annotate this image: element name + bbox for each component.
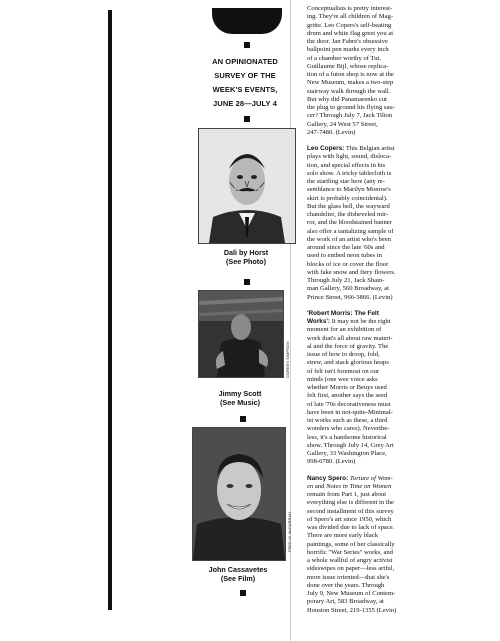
section-tab [212, 8, 282, 34]
caption-line: (See Film) [220, 574, 256, 583]
text-line: chandelier, the disheveled mir- [307, 211, 389, 218]
text-line: al and the force of gravity. The [307, 342, 389, 350]
text-line: more issue oriented—that she's [307, 573, 390, 581]
text-line: moment for an exhibition of [307, 326, 382, 334]
work-title: Notes in Time on Women [326, 482, 392, 490]
text-line: also offer a tantalizing sample of [307, 227, 394, 235]
photo-credit: COREEN SIMPSON [285, 341, 290, 378]
margin-rule [108, 10, 112, 610]
text-line: Prince Street, 966-3866. (Levin) [307, 293, 393, 301]
text-line: was divided due to lack of space. [307, 524, 395, 531]
intro-line: WEEK'S EVENTS, [212, 85, 278, 94]
text-line: have been in not-quite-Minimal- [307, 408, 393, 416]
dali-caption [196, 248, 296, 266]
portrait-photo-icon [199, 291, 283, 377]
text-line: But why did Panamarenko cut [307, 95, 387, 103]
intro-line: AN OPINIONATED [212, 57, 278, 66]
entry-leo-copers [307, 145, 419, 302]
text-line: work that's all about raw materi- [307, 334, 393, 342]
bullet-mark [244, 42, 250, 48]
text-line: gritte. Leo Copers's self-beating [307, 21, 392, 29]
portrait-photo-icon [199, 129, 295, 243]
text-line: New Museum, makes a two-step [307, 79, 394, 87]
text-line: horrific "War Series" works, and [307, 548, 393, 556]
entry-continued [307, 5, 419, 137]
text-line: July 9, New Museum of Contem- [307, 590, 396, 597]
bullet-mark [244, 116, 250, 122]
text-line: blocks of ice or cover the floor [307, 260, 389, 268]
intro-block [190, 55, 300, 111]
text-line: plays with light, sound, disloca- [307, 153, 392, 161]
intro-line: SURVEY OF THE [214, 71, 276, 80]
text-line: Gallery, 33 Washington Place, [307, 450, 387, 457]
text-run: This Belgian artist [344, 145, 395, 152]
text-line: man Gallery, 560 Broadway, at [307, 285, 389, 293]
text-line: Guillaume Bijl, whose replica- [307, 62, 389, 70]
work-title: en [307, 482, 314, 490]
text-line: with fake snow and fiery flowers. [307, 268, 396, 276]
text-line: whether Morris or Beuys used [307, 384, 387, 391]
text-line: felt first, another says the seed [307, 392, 388, 400]
text-line: of late '70s decorativeness must [307, 400, 391, 408]
bullet-mark [240, 590, 246, 596]
jimmy-scott-photo [198, 290, 284, 378]
entry-robert-morris [307, 310, 419, 467]
text-line: porary Art, 583 Broadway, at [307, 598, 384, 606]
text-line: the work of an artist who's been [307, 235, 391, 243]
text-line: of felt isn't foremost on our [307, 367, 380, 375]
text-line: strew, and stack glorious heaps [307, 359, 389, 367]
text-line: ing. They're all children of Mag- [307, 13, 394, 21]
text-line: issue of how to droop, fold, [307, 351, 380, 358]
caption-line: (See Music) [220, 398, 260, 407]
text-line: second installment of this survey [307, 507, 394, 515]
text-line: paintings, some of her classically [307, 540, 395, 548]
text-line: the door. Jan Fabre's obsessive [307, 38, 388, 45]
caption-line: Jimmy Scott [218, 389, 262, 398]
text-line: minds (one wee voice asks [307, 375, 378, 383]
text-line: done over the years. Through [307, 581, 385, 589]
text-line: Through July 21, Jack Shain- [307, 277, 385, 284]
text-line: wonders who cares). Neverthe- [307, 425, 390, 433]
text-line: semblance to Marilyn Monroe's [307, 186, 391, 194]
text-line: drum and white flag greet you at [307, 29, 394, 37]
entry-heading: 'Robert Morris: The Felt [307, 309, 379, 317]
listings-column [307, 5, 419, 623]
text-line: the plug to ground his flying sau- [307, 104, 395, 111]
text-line [307, 318, 419, 326]
entry-heading: Works': [307, 318, 331, 325]
text-line: less, it's a handsome historical [307, 433, 387, 441]
text-line: a whole wallful of angry activist [307, 557, 393, 564]
text-line: sideswipes on paper—less artful, [307, 565, 395, 573]
text-line: show. Through July 14, Grey Art [307, 441, 394, 449]
text-line [307, 145, 419, 153]
jimmy-scott-caption [190, 389, 290, 407]
text-line: of Spero's art since 1950, which [307, 515, 392, 523]
dali-photo [198, 128, 296, 244]
photo-credit: FRED W. McDARRAH [287, 512, 292, 552]
entry-heading: Nancy Spero: [307, 474, 349, 482]
text-line: everything else is different in the [307, 499, 394, 507]
text-line: skirt is probably coincidental). [307, 194, 388, 202]
text-line: Conceptualists is pretty interest- [307, 5, 393, 12]
text-line: used to embed neon tubes in [307, 252, 382, 260]
text-line: But the glass bell, the wayward [307, 202, 390, 210]
entry-heading: Leo Copers: [307, 145, 345, 152]
text-line: 998-6780. (Levin) [307, 458, 356, 466]
text-line [307, 483, 419, 491]
text-line: solo show. A tricky tablecloth is [307, 169, 392, 177]
john-cassavetes-photo [192, 427, 286, 561]
text-line: ballpoint pen marks every inch [307, 46, 389, 54]
text-line: Houston Street, 219-1355 (Levin) [307, 606, 397, 614]
bullet-mark [244, 279, 250, 285]
text-line: Gallery, 24 West 57 Street, [307, 120, 378, 128]
caption-line: John Cassavetes [208, 565, 268, 574]
portrait-photo-icon [193, 428, 285, 560]
caption-line: (See Photo) [226, 257, 266, 266]
text-line: There are more early black [307, 532, 379, 540]
text-line: cer? Through July 7, Jack Tilton [307, 112, 393, 120]
caption-line: Dali by Horst [223, 248, 269, 257]
text-line: of a chamber worthy of Tut. [307, 54, 381, 62]
text-line: ist works such as these, a third [307, 417, 388, 424]
text-line [307, 475, 419, 483]
text-line: ror, and the bloodstained banner [307, 219, 392, 227]
text-line: remain from Part 1, just about [307, 491, 387, 498]
work-title: Torture of Wom- [348, 474, 393, 482]
entry-nancy-spero [307, 475, 419, 615]
text-line: 247-7480. (Levin) [307, 128, 356, 136]
john-cassavetes-caption [188, 565, 288, 583]
text-line: around since the late '60s and [307, 244, 385, 251]
intro-line: JUNE 28—JULY 4 [213, 99, 277, 108]
text-run: It may not be the right [330, 318, 391, 325]
text-line: stairway walk through the wall. [307, 87, 391, 95]
bullet-mark [240, 416, 246, 422]
text-run: and [313, 482, 327, 490]
text-line: the startling star here (any re- [307, 178, 385, 185]
text-line: tion, and special effects in his [307, 161, 386, 169]
text-line: tion of a futon shop is now at the [307, 71, 394, 78]
